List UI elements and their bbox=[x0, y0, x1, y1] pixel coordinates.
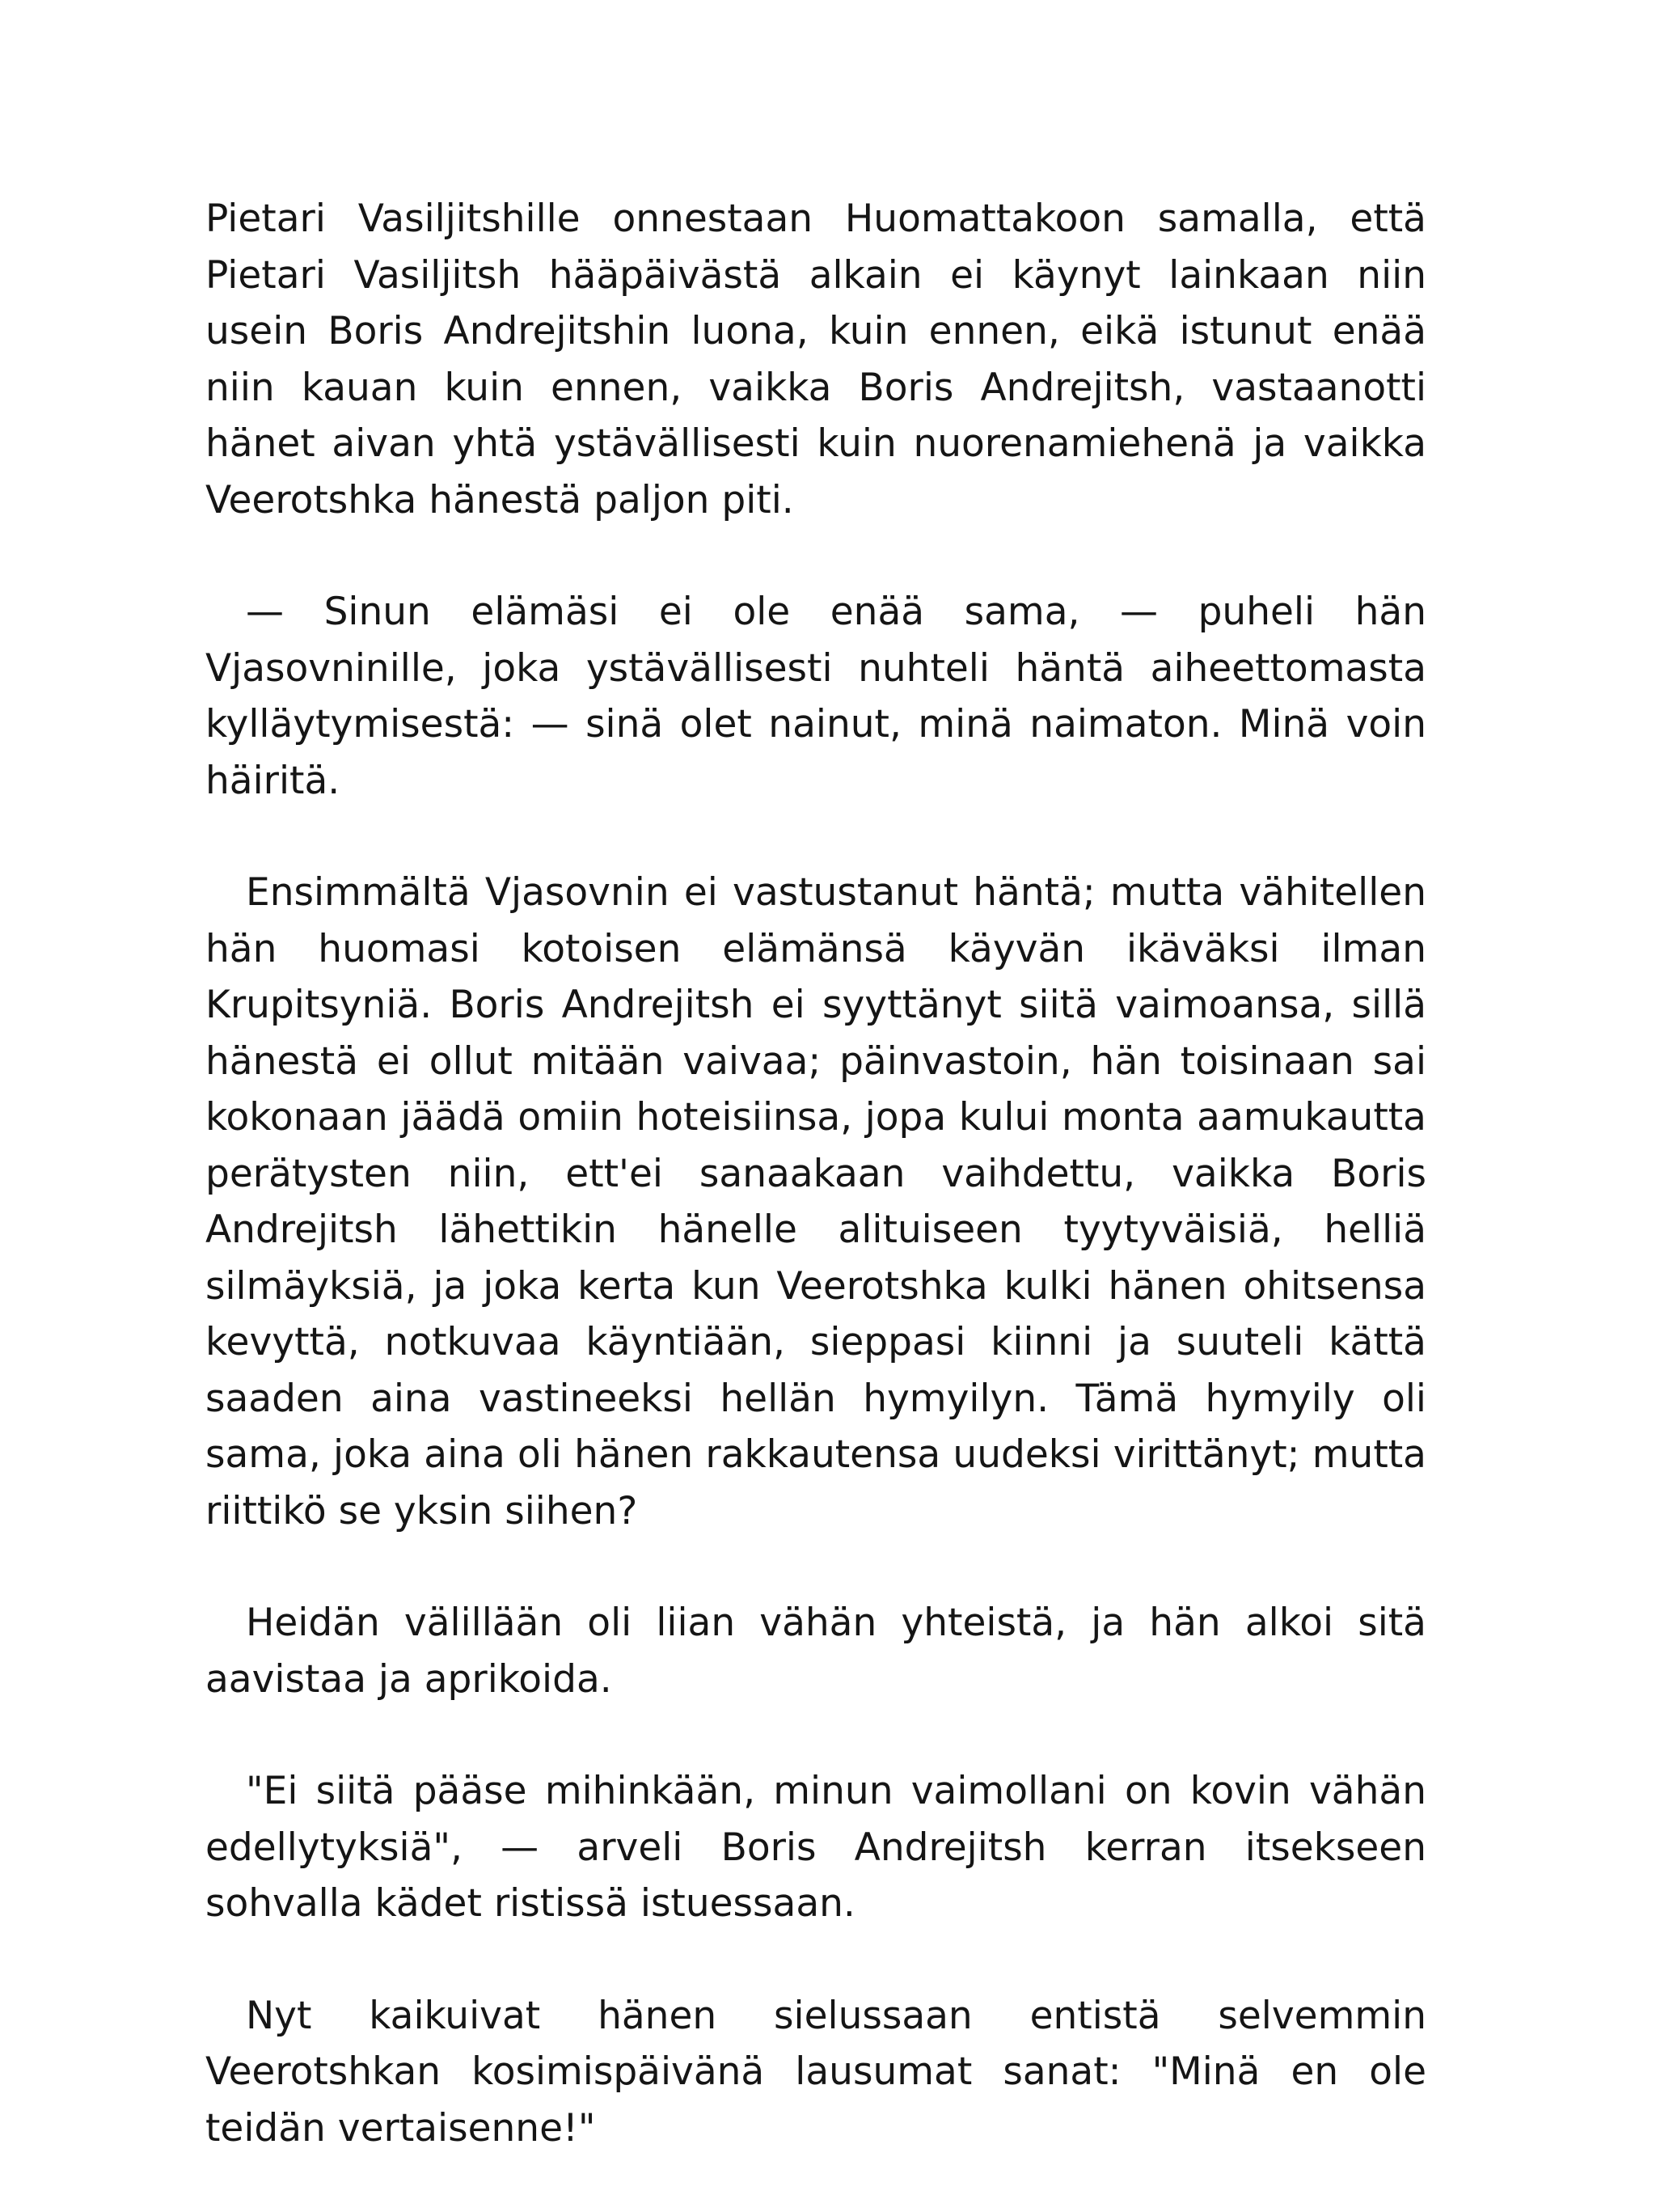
paragraph-3: Ensimmältä Vjasovnin ei vastustanut häntä; mutta vähitellen hän huomasi kotoisen elämänsä käyvän ikäväksi ilman Krupitsyniä. Boris Andrejitsh ei syyttänyt siitä vaimoansa, sillä hänestä ei ollut mitään vaivaa; päinvastoin, hän toisinaan sai kokonaan jäädä omiin hoteisiinsa, jopa kului monta aamukautta perätysten niin, ett'ei sanaakaan vaihdettu, vaikka Boris Andrejitsh lähettikin hänelle alituiseen tyytyväisiä, helliä silmäyksiä, ja joka kerta kun Veerotshka kulki hänen ohitsensa kevyttä, notkuvaa käyntiään, sieppasi kiinni ja suuteli kättä saaden aina vastineeksi hellän hymyilyn. Tämä hymyily oli sama, joka aina oli hänen rakkautensa uudeksi virittänyt; mutta riittikö se yksin siihen? bbox=[205, 870, 1426, 1533]
paragraph-1: Pietari Vasiljitshille onnestaan Huomattakoon samalla, että Pietari Vasiljitsh hääpäivästä alkain ei käynyt lainkaan niin usein Boris Andrejitshin luona, kuin ennen, eikä istunut enää niin kauan kuin ennen, vaikka Boris Andrejitsh, vastaanotti hänet aivan yhtä ystävällisesti kuin nuorenamiehenä ja vaikka Veerotshka hänestä paljon piti. bbox=[205, 197, 1426, 522]
paragraph-4: Heidän välillään oli liian vähän yhteistä, ja hän alkoi sitä aavistaa ja aprikoida. bbox=[205, 1601, 1426, 1702]
paragraph-6: Nyt kaikuivat hänen sielussaan entistä selvemmin Veerotshkan kosimispäivänä lausumat sanat: "Minä en ole teidän vertaisenne!" bbox=[205, 1993, 1426, 2151]
paragraph-2: — Sinun elämäsi ei ole enää sama, — puheli hän Vjasovninille, joka ystävällisesti nuhteli häntä aiheettomasta kylläytymisestä: — sinä olet nainut, minä naimaton. Minä voin häiritä. bbox=[205, 590, 1426, 803]
paragraph-5: "Ei siitä pääse mihinkään, minun vaimollani on kovin vähän edellytyksiä", — arveli Boris Andrejitsh kerran itsekseen sohvalla kädet ristissä istuessaan. bbox=[205, 1769, 1426, 1926]
document-page bbox=[205, 191, 1426, 2212]
